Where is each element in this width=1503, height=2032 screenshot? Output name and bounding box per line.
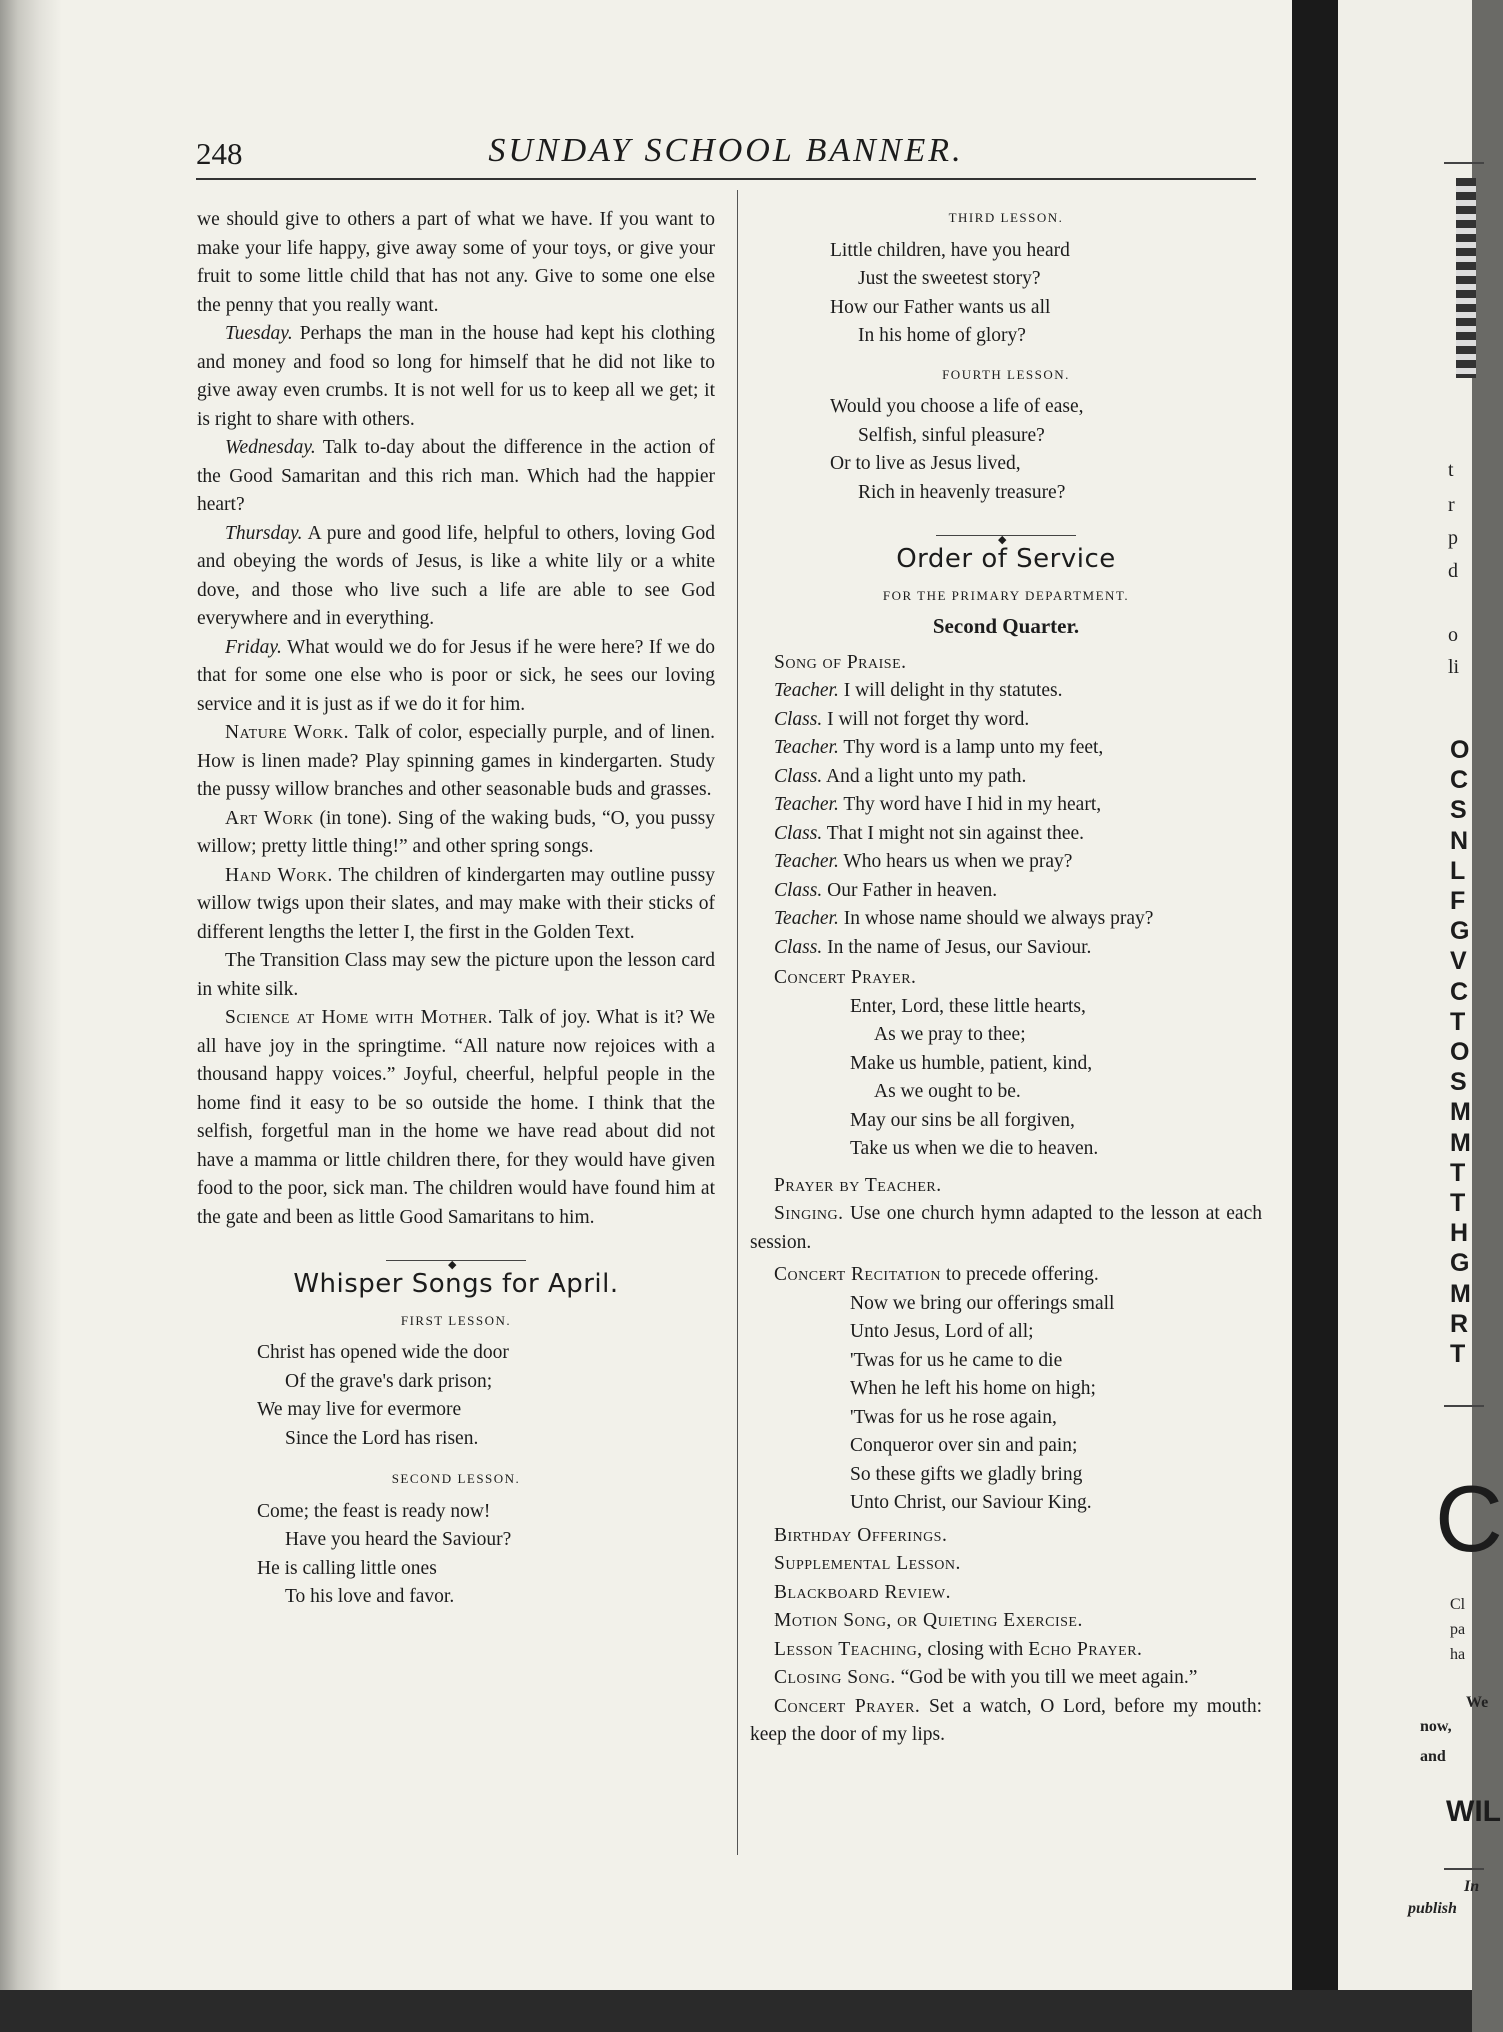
paragraph: Wednesday. Talk to-day about the difference in the action of the Good Samaritan and this rich man. Which had the happier heart? — [197, 437, 715, 515]
index-letter-list: O C S N L F G V C T O S M M T T H G M R T — [1450, 736, 1471, 1369]
service-item: Birthday Offerings. — [774, 1524, 948, 1546]
text-fragment: now, and — [1420, 1718, 1452, 1765]
response-line: Teacher. In whose name should we always pray? — [774, 908, 1154, 929]
ornament-divider — [750, 521, 1262, 535]
service-item: Concert Prayer. — [774, 967, 917, 988]
service-item: Concert Prayer. Set a watch, O Lord, before my mouth: keep the door of my lips. — [750, 1695, 1262, 1745]
text-fragment: In — [1464, 1878, 1480, 1895]
book-gutter — [1292, 0, 1338, 2032]
ornament-divider — [197, 1246, 715, 1260]
response-line: Class. Our Father in heaven. — [774, 879, 998, 901]
text-fragment: r — [1448, 494, 1455, 516]
lesson-heading: FIRST LESSON. — [400, 1312, 512, 1328]
verse: Christ has opened wide the door Of the grave's dark prison; We may live for evermore Since the Lord has risen. — [257, 1342, 509, 1449]
text-fragment: o — [1448, 624, 1458, 646]
neighbor-page-edge — [1338, 0, 1503, 2032]
service-item: Song of Praise. — [774, 651, 907, 673]
paragraph: Friday. What would we do for Jesus if he were here? If we do that for some one else who is poor or sick, he sees our loving service and it is just as if we do it for him. — [197, 636, 715, 715]
text-fragment: d — [1448, 560, 1458, 582]
service-item: Singing. Use one church hymn adapted to the lesson at each session. — [750, 1203, 1262, 1253]
section-subtitle: FOR THE PRIMARY DEPARTMENT. — [882, 587, 1130, 603]
section-title: Order of Service — [896, 544, 1116, 574]
paragraph: Thursday. A pure and good life, helpful to others, loving God and obeying the words of Jesus, is like a white lily or a white dove, and those who live such a life are able to see God everywhere and in everything. — [197, 522, 715, 629]
page-header — [196, 132, 1256, 176]
left-column — [197, 206, 715, 1612]
header-rule — [196, 178, 1256, 180]
section-title: Whisper Songs for April. — [293, 1269, 619, 1299]
verse: Would you choose a life of ease, Selfish, sinful pleasure? Or to live as Jesus lived, Rich in heavenly treasure? — [830, 396, 1084, 503]
large-heading-fragment: C — [1435, 1466, 1503, 1571]
response-line: Teacher. Who hears us when we pray? — [774, 851, 1073, 872]
text-fragment: pa — [1450, 1621, 1466, 1638]
right-column — [750, 206, 1262, 1750]
paragraph: Art Work (in tone). Sing of the waking buds, “O, you pussy willow; pretty little thing!” and other spring songs. — [197, 807, 716, 857]
text-fragment: li — [1448, 656, 1460, 678]
verse: Enter, Lord, these little hearts, As we pray to thee; Make us humble, patient, kind, As we ought to be. May our sins be all forgiven, Take us when we die to heaven. — [850, 995, 1099, 1159]
running-title: SUNDAY SCHOOL BANNER. — [488, 132, 964, 169]
response-line: Class. And a light unto my path. — [774, 765, 1027, 787]
page-number: 248 — [196, 136, 243, 171]
text-fragment: ha — [1450, 1646, 1466, 1663]
response-line: Teacher. I will delight in thy statutes. — [774, 680, 1063, 701]
response-line: Teacher. Thy word is a lamp unto my feet, — [774, 737, 1104, 758]
paragraph: Nature Work. Talk of color, especially purple, and of linen. How is linen made? Play spinning games in kindergarten. Study the pussy willow branches and other seasonable buds and grasses. — [197, 722, 715, 800]
paragraph: we should give to others a part of what we have. If you want to make your life happy, give away some of your toys, or give your fruit to some little child that has not any. Give to some one else the penny that you really want. — [197, 209, 715, 316]
paragraph: Hand Work. The children of kindergarten may outline pussy willow twigs upon their slates, and may make with their sticks of different lengths the letter I, the first in the Golden Text. — [197, 864, 715, 943]
text-fragment: publish — [1408, 1900, 1457, 1917]
text-fragment: p — [1448, 527, 1458, 549]
bold-heading-fragment: WIL — [1446, 1795, 1501, 1828]
service-item: Motion Song, or Quieting Exercise. — [774, 1610, 1083, 1631]
lesson-heading: FOURTH LESSON. — [942, 366, 1070, 382]
column-divider — [737, 190, 738, 1855]
rule — [1444, 162, 1484, 164]
service-item: Supplemental Lesson. — [774, 1553, 961, 1574]
rule — [1444, 1868, 1484, 1870]
lesson-heading: SECOND LESSON. — [391, 1471, 521, 1486]
verse: Now we bring our offerings small Unto Jesus, Lord of all; 'Twas for us he came to die When he left his home on high; 'Twas for us he rose again, Conqueror over sin and pain; So these gifts we gladly bring Unto Christ, our Saviour King. — [850, 1292, 1115, 1513]
paragraph: Science at Home with Mother. Talk of joy. What is it? We all have joy in the springtime. “All nature now rejoices with a thousand happy voices.” Joyful, cheerful, helpful people in the home find it easy to be so outside the home. I think that the selfish, forgetful man in the home we have read about did not have a mamma or little children there, for they would have given food to the poor, sick man. The children would have found him at the gate and been as little Good Samaritans to him. — [197, 1007, 715, 1228]
quarter-heading: Second Quarter. — [932, 614, 1080, 638]
paragraph: Tuesday. Perhaps the man in the house had kept his clothing and money and food so long for himself that he did not like to give away even crumbs. It is not well for us to keep all we get; it is right to share with others. — [197, 323, 715, 430]
text-fragment: Cl — [1450, 1596, 1466, 1613]
text-fragment: We — [1466, 1694, 1489, 1711]
response-line: Class. I will not forget thy word. — [774, 708, 1030, 730]
rule — [1444, 1405, 1484, 1407]
service-item: Prayer by Teacher. — [774, 1174, 942, 1196]
paragraph: The Transition Class may sew the picture upon the lesson card in white silk. — [197, 950, 715, 1000]
service-item: Blackboard Review. — [774, 1581, 951, 1603]
service-item: Concert Recitation to precede offering. — [774, 1264, 1099, 1285]
response-line: Class. That I might not sin against thee. — [774, 822, 1084, 844]
page-binding-shadow — [0, 0, 62, 2032]
verse: Little children, have you heard Just the sweetest story? How our Father wants us all In his home of glory? — [830, 239, 1070, 346]
response-line: Class. In the name of Jesus, our Saviour. — [774, 936, 1092, 958]
lesson-heading: THIRD LESSON. — [948, 210, 1064, 225]
scan-bottom-edge — [0, 1990, 1472, 2032]
text-fragment: t — [1448, 459, 1454, 481]
service-item: Closing Song. “God be with you till we meet again.” — [774, 1667, 1198, 1688]
verse: Come; the feast is ready now! Have you heard the Saviour? He is calling little ones To his love and favor. — [257, 1500, 512, 1607]
service-item: Lesson Teaching, closing with Echo Prayer. — [774, 1638, 1143, 1660]
response-line: Teacher. Thy word have I hid in my heart, — [774, 794, 1102, 815]
ornament-border — [1456, 178, 1476, 378]
